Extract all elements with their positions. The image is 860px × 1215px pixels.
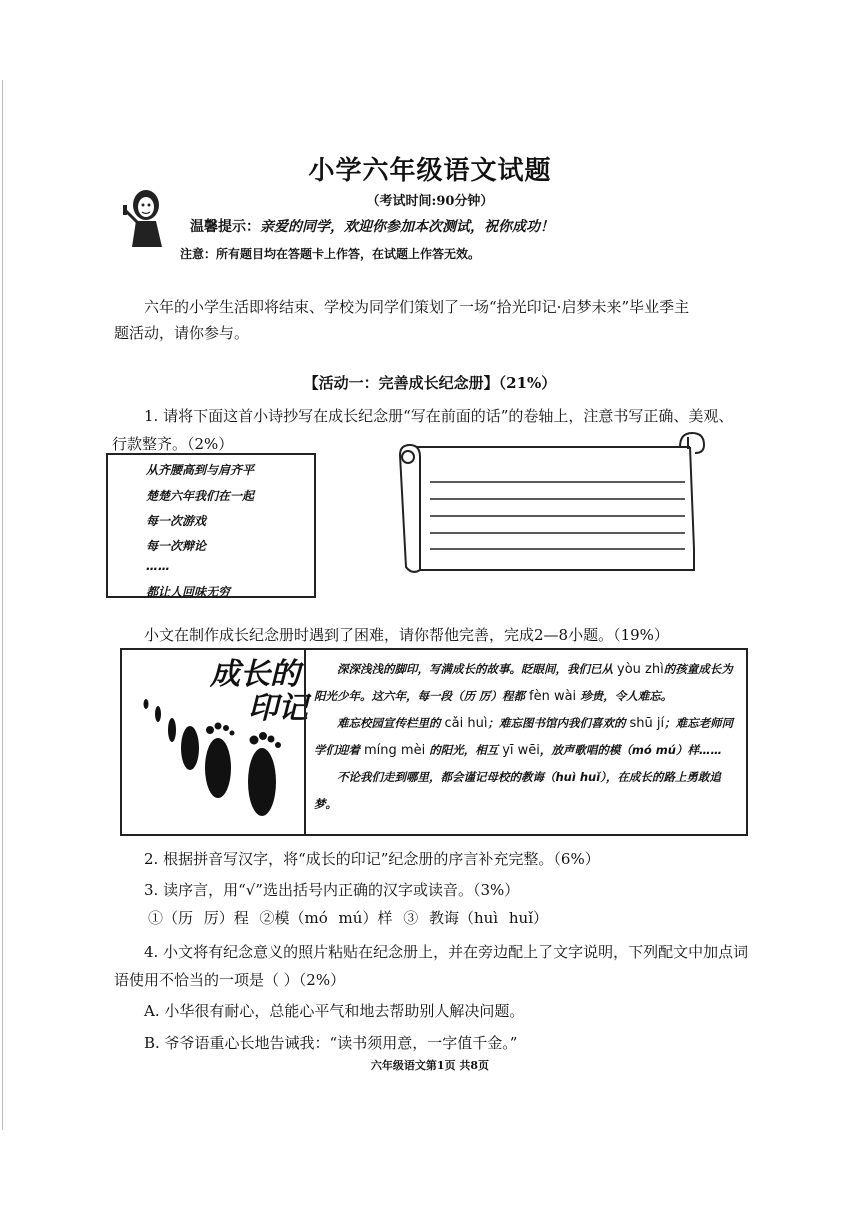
pinyin-blank: shū jí [629,716,665,731]
pinyin-blank: yī wēi [502,743,540,758]
teacher-mascot-icon [118,185,172,255]
section-intro: 小文在制作成长纪念册时遇到了困难，请你帮他完善，完成2—8小题。（19%） [144,626,669,644]
intro-line-2: 题活动，请你参与。 [114,324,250,342]
question-1-line-2: 行款整齐。（2%） [112,435,234,453]
preface-paragraph-2 [314,710,742,764]
question-4-line-1: 4. 小文将有纪念意义的照片粘贴在纪念册上，并在旁边配上了文字说明，下列配文中加点词 [144,943,749,961]
text-run: 难忘校园宣传栏里的 [337,716,445,730]
poem-line: 从齐腰高到与肩齐平 [146,463,255,477]
poem-line: 每一次辩论 [146,539,207,553]
art-title-line-2: 印记 [248,691,308,726]
reminder-text: 亲爱的同学，欢迎你参加本次测试，祝你成功！ [260,219,554,235]
text-run: ；难忘老师同学们迎着 [314,716,734,757]
text-run: 的阳光，相互 [425,743,503,757]
preface-paragraph-3: 不论我们走到哪里，都会谨记母校的教诲（huì huǐ），在成长的路上勇敢追梦。 [314,770,721,811]
option-a: A. 小华很有耐心，总能心平气和地去帮助别人解决问题。 [144,1002,525,1020]
exam-title: 小学六年级语文试题 [308,156,552,186]
text-run: ，放声歌唱的模（mó mú）样…… [539,743,722,757]
text-run: ；难忘图书馆内我们喜欢的 [487,716,630,730]
text-run: 珍贵，令人难忘。 [576,689,673,703]
pinyin-blank: yòu zhì [617,662,664,677]
question-3-options: ①（历 厉）程 ②模（mó mú）样 ③ 教诲（huì huǐ） [148,909,548,927]
warm-reminder [190,216,554,236]
reminder-label: 温馨提示： [190,219,260,235]
question-1-line-1: 1. 请将下面这首小诗抄写在成长纪念册“写在前面的话”的卷轴上，注意书写正确、美观、 [144,407,734,425]
art-title-line-1: 成长的 [210,657,300,692]
poem-line: 都让人回味无穷 [146,585,231,599]
question-2: 2. 根据拼音写汉字，将“成长的印记”纪念册的序言补充完整。（6%） [144,850,600,868]
question-3: 3. 读序言，用“√”选出括号内正确的汉字或读音。（3%） [144,881,520,899]
preface-divider [304,650,306,834]
page-edge-line [2,80,3,1130]
poem-line: 楚楚六年我们在一起 [146,489,255,503]
page-footer: 六年级语文第1页 共8页 [370,1059,490,1072]
pinyin-blank: fèn wài [529,689,577,704]
question-4-line-2: 语使用不恰当的一项是（ ）（2%） [114,971,346,989]
intro-line-1: 六年的小学生活即将结束、学校为同学们策划了一场“拾光印记·启梦未来”毕业季主 [144,298,690,316]
preface-paragraph-1 [314,656,742,710]
exam-duration: （考试时间:90分钟） [366,194,494,209]
preface-art-title [210,658,308,726]
poem-box [106,453,316,598]
text-run: 的孩童成长为阳光少年。这六年，每一段（历 厉）程都 [314,662,733,703]
pinyin-blank: cǎi huì [444,716,488,731]
preface-box [120,648,748,836]
text-run: 深深浅浅的脚印，写满成长的故事。眨眼间，我们已从 [337,662,618,676]
option-b: B. 爷爷语重心长地告诫我：“读书须用意，一字值千金。” [144,1034,518,1052]
poem-line: 每一次游戏 [146,514,207,528]
activity-heading: 【活动一：完善成长纪念册】（21%） [303,374,557,392]
answer-notice: 注意：所有题目均在答题卡上作答，在试题上作答无效。 [180,247,481,261]
pinyin-blank: míng mèi [364,743,426,758]
poem-line: …… [146,559,170,573]
preface-text [314,656,742,818]
scroll-writing-area[interactable] [390,425,710,575]
